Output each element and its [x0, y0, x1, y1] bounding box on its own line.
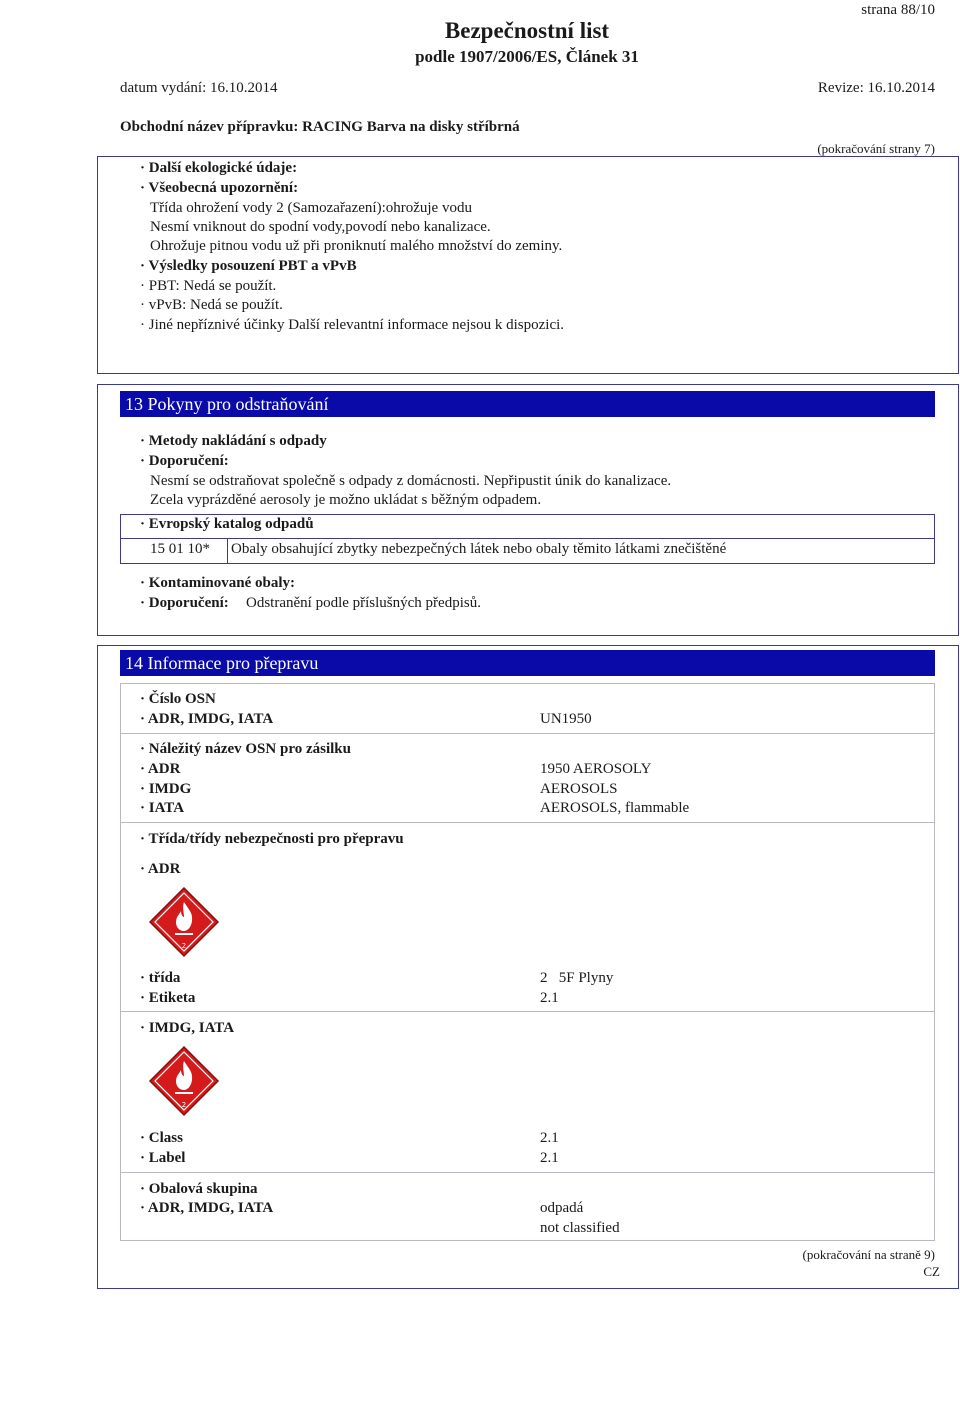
revision-date: Revize: 16.10.2014 [817, 80, 935, 96]
un-number-label: · Číslo OSN [140, 691, 216, 707]
packing-group-value-en: not classified [540, 1220, 620, 1236]
recommendation-text: Odstranění podle příslušných předpisů. [246, 595, 481, 611]
s13-line: · Metody nakládání s odpady [140, 433, 327, 449]
shipping-name-imdg-value: AEROSOLS [540, 781, 618, 797]
adr-etiketa-label: · Etiketa [140, 990, 196, 1006]
language-code: CZ [923, 1264, 940, 1279]
adr-class-value: 2 5F Plyny [540, 970, 614, 986]
shipping-name-iata-value: AEROSOLS, flammable [540, 800, 690, 816]
adr-class-label: · třída [140, 970, 181, 986]
eco-line: · Všeobecná upozornění: [140, 180, 299, 196]
svg-text:2: 2 [181, 942, 187, 950]
adr-etiketa-value: 2.1 [540, 990, 559, 1006]
transport-info-frame [120, 683, 935, 1241]
flame-pictogram-icon [148, 886, 220, 958]
eco-line: Nesmí vniknout do spodní vody,povodí nebo kanalizace. [150, 219, 491, 235]
continued-on: (pokračování na straně 9) [802, 1247, 935, 1262]
page-number: strana 88/10 [861, 2, 935, 18]
eco-line: · Jiné nepříznivé účinky Další relevantní informace nejsou k dispozici. [140, 317, 565, 333]
eco-line: · PBT: Nedá se použít. [140, 278, 277, 294]
shipping-name-iata-label: · IATA [140, 800, 185, 816]
table-column-divider [227, 538, 228, 564]
label-value: 2.1 [540, 1150, 559, 1166]
s13-line: · Doporučení: [140, 453, 229, 469]
shipping-name-adr-label: · ADR [140, 761, 181, 777]
section-13-title: 13 Pokyny pro odstraňování [120, 391, 935, 417]
eco-line: · vPvB: Nedá se použít. [140, 297, 283, 313]
section-14-title: 14 Informace pro přepravu [120, 650, 935, 676]
class-value: 2.1 [540, 1130, 559, 1146]
flame-pictogram-icon [148, 1045, 220, 1117]
row-divider [120, 1172, 935, 1173]
eco-line: · Výsledky posouzení PBT a vPvB [140, 258, 357, 274]
contaminated-packaging-label: · Kontaminované obaly: [140, 575, 296, 591]
waste-catalog-label: · Evropský katalog odpadů [140, 516, 314, 532]
eco-line: · Další ekologické údaje: [140, 160, 298, 176]
document-title: Bezpečnostní list [444, 18, 610, 43]
packing-group-scope: · ADR, IMDG, IATA [140, 1200, 274, 1216]
imdg-iata-label: · IMDG, IATA [140, 1020, 235, 1036]
class-label: · Class [140, 1130, 183, 1146]
document-subtitle: podle 1907/2006/ES, Článek 31 [415, 47, 639, 66]
eco-line: Ohrožuje pitnou vodu už při proniknutí malého množství do zeminy. [150, 238, 563, 254]
shipping-name-imdg-label: · IMDG [140, 781, 192, 797]
packing-group-label: · Obalová skupina [140, 1181, 258, 1197]
recommendation-label: · Doporučení: [140, 595, 229, 611]
packing-group-value: odpadá [540, 1200, 584, 1216]
row-divider [120, 822, 935, 823]
svg-text:2: 2 [181, 1101, 187, 1109]
continued-from: (pokračování strany 7) [817, 141, 935, 156]
waste-catalog-desc: Obaly obsahující zbytky nebezpečných látek nebo obaly těmito látkami znečištěné [231, 541, 727, 557]
un-number-scope: · ADR, IMDG, IATA [140, 711, 274, 727]
row-divider [120, 1011, 935, 1012]
shipping-name-label: · Náležitý název OSN pro zásilku [140, 741, 351, 757]
waste-catalog-code: 15 01 10* [150, 541, 210, 557]
eco-line: Třída ohrožení vody 2 (Samozařazení):ohrožuje vodu [150, 200, 472, 216]
un-number-value: UN1950 [540, 711, 592, 727]
s13-line: Nesmí se odstraňovat společně s odpady z domácnosti. Nepřipustit únik do kanalizace. [150, 473, 672, 489]
adr-label: · ADR [140, 861, 181, 877]
trade-name: Obchodní název přípravku: RACING Barva na disky stříbrná [120, 119, 520, 135]
issue-date: datum vydání: 16.10.2014 [120, 80, 278, 96]
s13-line: Zcela vyprázděné aerosoly je možno ukládat s běžným odpadem. [150, 492, 542, 508]
row-divider [120, 733, 935, 734]
shipping-name-adr-value: 1950 AEROSOLY [540, 761, 652, 777]
hazard-class-heading: · Třída/třídy nebezpečnosti pro přepravu [140, 831, 404, 847]
label-label: · Label [140, 1150, 186, 1166]
